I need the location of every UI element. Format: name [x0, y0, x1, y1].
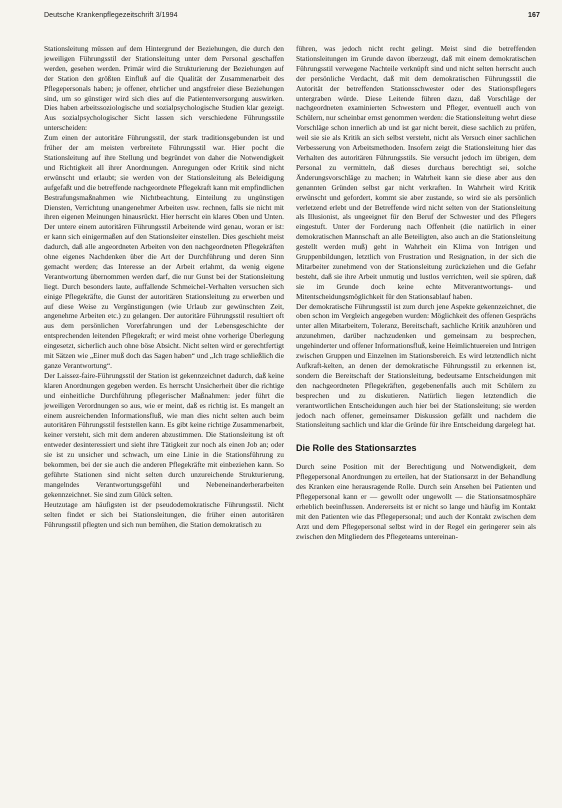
running-header [44, 12, 540, 26]
section-heading: Die Rolle des Stationsarztes [296, 443, 417, 454]
paragraph: Heutzutage am häufigsten ist der pseudodemokratische Führungsstil. Nicht selten findet er sich bei Stationsleitungen, die früher einen autoritären Führungsstil pflegten und sich nun bemühen, die Station demokratisch zu [44, 499, 284, 529]
paragraph: Der demokratische Führungsstil ist zum durch jene Aspekte gekennzeichnet, die oben schon im Vergleich angegeben wurden: Möglichkeit des offenen Gesprächs unter allen Mitarbeitern, Toleranz, Bereitschaft, sachliche Kritik anzuhören und anzunehmen, darüber nachzudenken und gemeinsam zu besprechen, ungehinderter und offener Informationsfluß, keine Heimlichtuereien und Intrigen zwischen Gruppen und Einzelnen im Stationsbereich. Es wird letztendlich nicht Aufkraft-kelten, an denen der demokratische Führungsstil zu erkennen ist, sondern die Bereitschaft der Stationsleitung, bedeutsame Entscheidungen mit den nachgeordneten Pflegekräften, gegebenenfalls auch mit Schülern zu besprechen und zu diskutieren. Natürlich liegen letztendlich die verantwortlichen Entscheidungen auch hier bei der Stationsleitung; sie werden jedoch nach offener, gemeinsamer Diskussion gefällt und nachdem die Stationsleitung sachlich und klar die Gründe für ihre Entscheidung dargelegt hat. [296, 301, 536, 430]
page-number: 167 [528, 12, 540, 19]
article-columns [44, 44, 540, 542]
paragraph: Zum einen der autoritäre Führungsstil, der stark traditionsgebunden ist und früher der am meisten verbreitete Führungsstil war. Hier pocht die Stationsleitung auf ihre Stellung und begründet von daher die Notwendigkeit und Richtigkeit all ihrer Anordnungen. Anregungen oder Kritik sind nicht erwünscht und erlaubt; sie werden von der Stationsleitung als Beleidigung aufgefaßt und die betreffende nachgeordnete Pflegekraft kann mit empfindlichen Bestrafungsmaßnahmen wie Nichtbeachtung, Einteilung zu ungünstigen Diensten, Verrichtung unangenehmer Arbeiten usw. rechnen, falls sie nicht mit ihren eigenen Meinungen hinausrückt. Hier herrscht ein klares Oben und Unten. Der untere einem autoritären Führungsstil Arbeitende wird genau, woran er ist: er kann sich einigermaßen auf den Stationsleiter einstellen. Dies geschieht meist dadurch, daß alle angeordneten Arbeiten von den nachgeordneten Pflegekräften ohne eigenes Nachdenken über die Art der Durchführung und deren Sinn gemacht werden; das Interesse an der Arbeit erlahmt, da wenig eigene Verantwortung übernommen werden darf, die nur Gunst bei der Stationsleitung liegt. Durch besonders laute, auffallende Schmeichel-Verhalten versuchen sich einige Pflegekräfte, die Gunst der autoritären Stationsleitung zu erwerben und auf diese Weise zu Vergünstigungen (wie Urlaub zur gewünschten Zeit, angenehme Arbeiten etc.) zu gelangen. Der autoritäre Führungsstil resultiert oft aus dem persönlichen Vorerfahrungen und der Lebensgeschichte der entsprechenden leitenden Pflegekraft; er wird meist ohne vorherige Überlegung eingesetzt, sicherlich auch ohne böse Absicht. Nicht selten wird er gerechtfertigt mit Sätzen wie „Einer muß doch das Sagen haben“ und „Ich trage schließlich die ganze Verantwortung“. [44, 133, 284, 370]
paragraph: Durch seine Position mit der Berechtigung und Notwendigkeit, dem Pflegepersonal Anordnungen zu erteilen, hat der Stationsarzt in der Behandlung des Kranken eine herausragende Rolle. Durch sein Ansehen bei Patienten und Pflegepersonal kann er — gewollt oder ungewollt — die Stationsatmosphäre erheblich beeinflussen. Andererseits ist er nicht so lange und häufig im Kontakt mit den Patienten wie das Pflegepersonal; und auch der Kontakt zwischen dem Arzt und dem Pflegepersonal selbst wird in der Regel ein geringerer sein als zwischen den Mitgliedern des Pflegeteams untereinan- [296, 462, 536, 541]
left-column [44, 44, 284, 542]
paragraph: Stationsleitung müssen auf dem Hintergrund der Beziehungen, die durch den jeweiligen Führungsstil der Stationsleitung unter dem Personal geschaffen werden, gesehen werden. Primär wird die Strukturierung der Beziehungen auf der Station den größten Einfluß auf die Qualität der Zusammenarbeit des Pflegepersonals haben; je offener, ehrlicher und angstfreier diese Beziehungen sind, um so günstiger wird sich dies auf die Patientenversorgung auswirken. Dies haben arbeitssoziologische und sozialpsychologische Studien klar gezeigt. Aus sozialpsychologischer Sicht lassen sich verschiedene Führungsstile unterscheiden: [44, 44, 284, 133]
journal-title: Deutsche Krankenpflegezeitschrift 3/1994 [44, 12, 178, 19]
paragraph: führen, was jedoch nicht recht gelingt. Meist sind die betreffenden Stationsleitungen im Grunde davon überzeugt, daß mit einem demokratischen Führungsstil verwegene Nachteile verknüpft sind und nicht selten herrscht auch der persönliche Verdacht, daß mit dem demokratischen Führungsstil die Autorität der betreffenden Stationsschwester oder des Stationspflegers untergraben würde. Diese Leitende führen dazu, daß Vorschläge der nachgeordneten examinierten Schwestern und Pfleger, eventuell auch von Schülern, nur scheinbar ernst genommen werden: die Stationsleitung wehrt diese Vorschläge schon innerlich ab und ist gar nicht bereit, diese sachlich zu prüfen, weil sie sie als Kritik an sich selbst versteht, nicht als Versuch einer sachlichen Verbesserung von Arbeitsmethoden. Insofern zeigt die Stationsleitung hier das Verhalten des autoritären Führungsstils. Sie versucht jedoch im übrigen, dem Personal zu vermitteln, daß dieses durchaus berechtigt sei, solche Änderungsvorschläge zu machen; in Wahrheit kann sie diese aber aus den genannten Gründen selbst gar nicht verkraften. In Wahrheit wird Kritik erwünscht und gefordert, kommt sie aber zustande, so wird sie als persönlich verletzend erlebt und der Betreffende wird nicht selten von der Stationsleitung als Illusionist, als ungeeignet für den Beruf der Schwester und des Pflegers eingestuft. Unter der Forderung nach Offenheit (die natürlich in einer demokratischen Mannschaft an alle Beteiligten, also auch an die Stationsleitung gestellt werden muß) geht in Wahrheit ein Klima von Intrigen und Gruppenbildungen, letztlich von Frustration und Resignation, in der sich die Mitarbeiter zunehmend von der Stationsleitung zurückziehen und die Gefahr besteht, daß sie ihre Arbeit unmutig und lustlos verrichten, weil sie spüren, daß sie im Grunde doch keine echte Mitverantwortungs- und Mitentscheidungsmöglichkeit für den Stationsablauf haben. [296, 44, 536, 301]
right-column [296, 44, 536, 542]
paragraph: Der Laissez-faire-Führungsstil der Station ist gekennzeichnet dadurch, daß keine klaren Anordnungen gegeben werden. Es herrscht Unsicherheit über die richtige und einheitliche Durchführung pflegerischer Maßnahmen: jeder führt die jeweiligen Verordnungen so aus, wie er meint, daß es richtig ist. Es mangelt an einem ausreichenden Informationsfluß, wie man dies nicht selten auch beim autoritären Führungsstil feststellen kann. Es gibt keine richtige Zusammenarbeit, keiner versteht, sich mit dem anderen abzustimmen. Die Stationsleitung ist oft entweder desinteressiert und sieht ihre Tätigkeit zur noch als einen Job an; oder sie ist zu unsicher und schwach, um eine Linie in die Stationsführung zu bekommen, bei der sie auch die anderen Pflegekräfte mit einbeziehen kann. So geführte Stationen sind nicht selten durch unzureichende Strukturierung, mangelndes Verantwortungsgefühl und Nebeneinanderherarbeiten gekennzeichnet. Sie sind zum Glück selten. [44, 370, 284, 499]
